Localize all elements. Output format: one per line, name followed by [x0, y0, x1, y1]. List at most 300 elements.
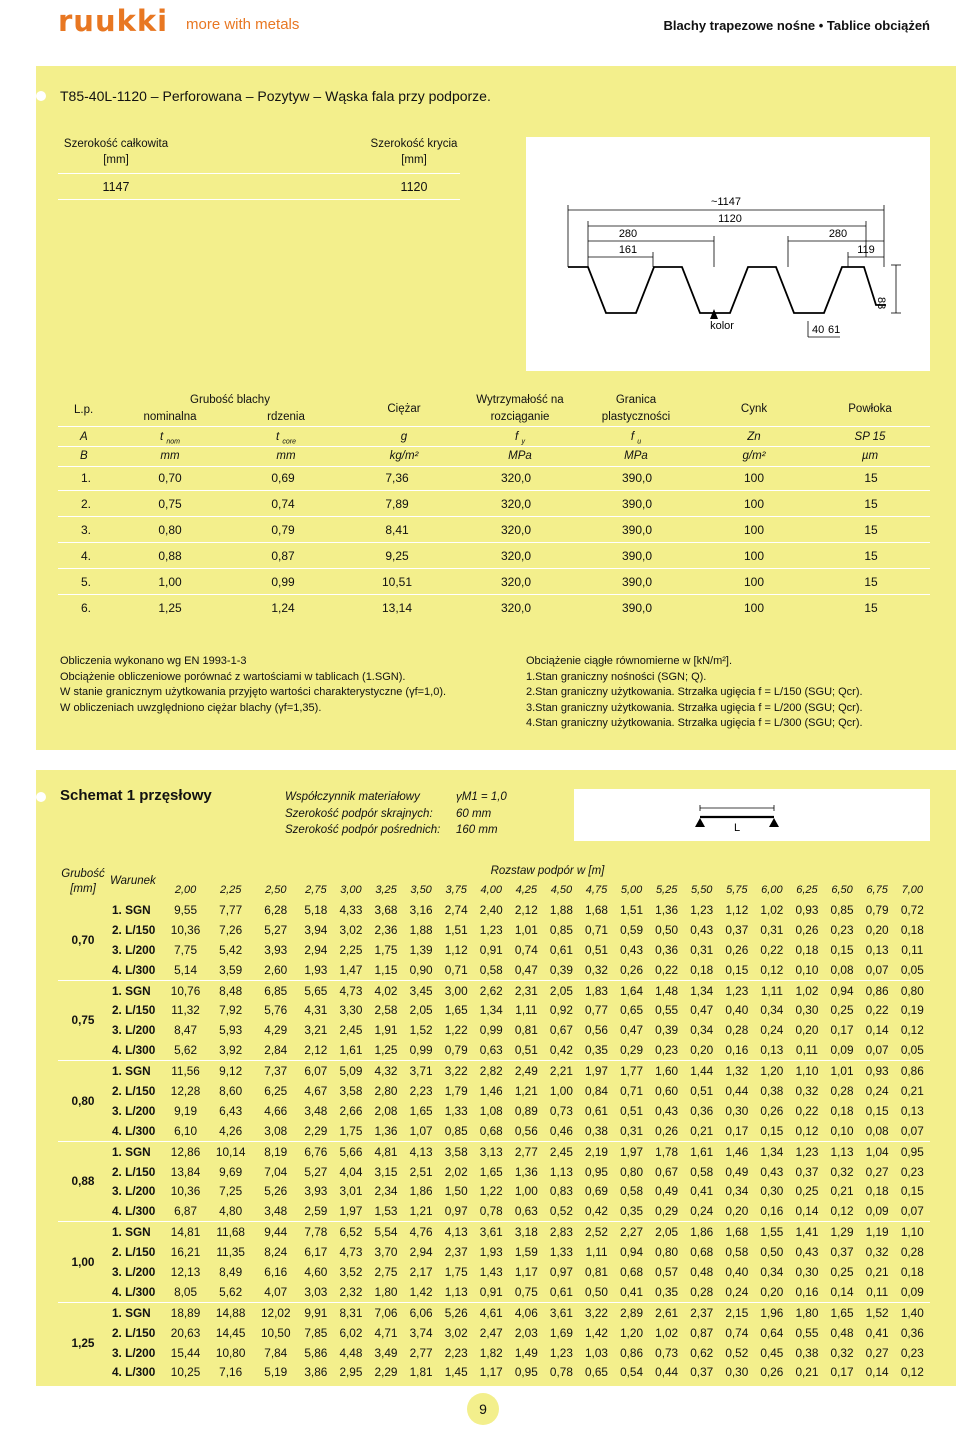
load-value: 6,16	[264, 1264, 288, 1279]
load-value: 6,07	[304, 1064, 328, 1079]
load-value: 2,61	[655, 1305, 679, 1320]
load-value: 0,21	[795, 1365, 819, 1380]
load-value: 0,40	[725, 1003, 749, 1018]
load-value: 0,60	[655, 1083, 679, 1098]
load-value: 2,94	[304, 942, 328, 957]
load-value: 6,28	[264, 902, 288, 917]
table-row	[58, 1201, 930, 1221]
property-cell: 0,80	[114, 517, 226, 543]
load-value: 10,36	[170, 922, 201, 937]
load-value: 0,55	[795, 1325, 819, 1340]
condition-cell: 2. L/150	[112, 1164, 156, 1179]
load-value: 0,90	[404, 960, 439, 980]
load-value: 4,80	[208, 1201, 253, 1221]
property-row	[58, 595, 930, 621]
load-value: 12,28	[170, 1083, 201, 1098]
load-value: 1,93	[479, 1245, 503, 1260]
load-value: 2,12	[514, 902, 538, 917]
load-value: 0,37	[830, 1245, 854, 1260]
sym-zn: Zn	[747, 431, 761, 443]
total-width-value: 1147	[102, 180, 130, 194]
property-row	[58, 491, 930, 517]
h-strength2: rozciąganie	[490, 411, 550, 423]
load-value: 0,30	[725, 1365, 749, 1380]
span-header: 3,50	[410, 884, 432, 896]
h-nominal: nominalna	[143, 411, 197, 423]
load-value: 10,80	[215, 1345, 246, 1360]
load-value: 0,31	[614, 1121, 649, 1141]
divider	[58, 446, 930, 447]
load-value: 8,31	[339, 1305, 363, 1320]
load-value: 1,39	[409, 942, 433, 957]
load-value: 0,16	[719, 1040, 754, 1060]
load-value: 5,76	[264, 1003, 288, 1018]
load-value: 0,51	[620, 1103, 644, 1118]
load-value: 5,62	[208, 1282, 253, 1302]
load-value: 0,07	[895, 1121, 930, 1141]
load-value: 0,12	[754, 960, 789, 980]
load-value: 0,14	[789, 1201, 824, 1221]
condition-cell: 1. SGN	[112, 902, 151, 917]
load-value: 1,46	[479, 1083, 503, 1098]
load-value: 1,02	[760, 902, 784, 917]
load-value: 2,51	[409, 1164, 433, 1179]
load-value: 1,01	[830, 1064, 854, 1079]
property-cell: 7,36	[340, 465, 454, 491]
condition-cell: 4. L/300	[112, 1365, 156, 1380]
span-header: 6,00	[761, 884, 783, 896]
load-value: 0,13	[900, 1103, 924, 1118]
load-value: 0,59	[620, 922, 644, 937]
load-value: 1,65	[830, 1305, 854, 1320]
load-value: 2,82	[479, 1064, 503, 1079]
load-value: 0,21	[900, 1083, 924, 1098]
load-value: 0,51	[585, 942, 608, 957]
table-row	[58, 1061, 930, 1081]
notes-left	[60, 654, 500, 716]
property-cell: 0,75	[114, 491, 226, 517]
load-value: 1,13	[830, 1144, 854, 1159]
span-header: 2,00	[174, 884, 197, 896]
load-value: 0,92	[549, 1003, 573, 1018]
load-value: 0,20	[719, 1201, 754, 1221]
load-value: 0,32	[830, 1345, 854, 1360]
h-spans: Rozstaw podpór w [m]	[490, 865, 605, 877]
load-value: 0,80	[900, 983, 924, 998]
condition-cell: 2. L/150	[112, 922, 156, 937]
load-value: 3,68	[374, 902, 398, 917]
load-value: 10,25	[170, 1365, 201, 1380]
load-value: 2,40	[479, 902, 503, 917]
load-value: 14,88	[215, 1305, 246, 1320]
load-value: 6,52	[339, 1225, 363, 1240]
span-header: 4,75	[585, 884, 608, 896]
load-value: 2,27	[620, 1225, 644, 1240]
unit-gm: g/m²	[742, 450, 766, 462]
load-value: 1,13	[439, 1282, 474, 1302]
page-number: 9	[467, 1393, 499, 1425]
load-value: 1,80	[368, 1282, 403, 1302]
load-value: 3,22	[585, 1305, 608, 1320]
load-value: 3,70	[374, 1245, 398, 1260]
brand-logo: ruukki	[58, 4, 169, 38]
load-value: 0,20	[754, 1282, 789, 1302]
load-value: 10,76	[170, 983, 201, 998]
load-value: 4,29	[264, 1023, 288, 1038]
load-value: 0,62	[690, 1345, 714, 1360]
load-value: 3,74	[409, 1325, 433, 1340]
load-value: 2,02	[444, 1164, 468, 1179]
property-cell: 15	[812, 491, 930, 517]
h-strength: Wytrzymałość na	[476, 394, 564, 406]
load-value: 1,17	[514, 1264, 538, 1279]
load-value: 0,85	[549, 922, 573, 937]
dim-pitch-right: 280	[828, 228, 848, 240]
load-value: 1,36	[514, 1164, 538, 1179]
load-value: 0,34	[760, 1264, 784, 1279]
load-value: 0,09	[860, 1201, 895, 1221]
load-value: 1,11	[515, 1003, 538, 1018]
condition-cell: 3. L/200	[112, 1184, 156, 1199]
load-value: 0,28	[725, 1023, 749, 1038]
load-value: 1,02	[795, 983, 819, 998]
section-title: Blachy trapezowe nośne • Tablice obciążeń	[663, 18, 930, 33]
note-line: Obliczenia wykonano wg EN 1993-1-3	[60, 655, 247, 667]
property-cell: 100	[696, 491, 812, 517]
load-value: 7,26	[219, 922, 243, 937]
load-value: 6,43	[219, 1103, 243, 1118]
load-value: 0,77	[585, 1003, 608, 1018]
load-value: 0,15	[865, 1103, 889, 1118]
load-value: 0,61	[544, 1282, 579, 1302]
load-value: 0,31	[760, 922, 784, 937]
load-value: 3,86	[304, 1365, 328, 1380]
load-value: 1,36	[368, 1121, 403, 1141]
span-header: 5,00	[620, 884, 643, 896]
property-row	[58, 517, 930, 543]
load-value: 0,85	[439, 1121, 474, 1141]
load-value: 3,15	[374, 1164, 398, 1179]
load-value: 0,21	[684, 1121, 719, 1141]
property-cell: 15	[812, 543, 930, 569]
load-value: 4,60	[304, 1264, 328, 1279]
load-value: 3,02	[444, 1325, 468, 1340]
brand-tagline: more with metals	[186, 16, 300, 33]
h-core: rdzenia	[267, 411, 305, 423]
load-value: 0,61	[585, 1103, 608, 1118]
load-value: 0,25	[830, 1003, 854, 1018]
load-value: 0,15	[900, 1184, 924, 1199]
sym-a: A	[80, 431, 88, 443]
load-value: 2,05	[549, 983, 573, 998]
load-value: 0,84	[585, 1083, 608, 1098]
load-value: 0,79	[865, 902, 889, 917]
load-value: 0,16	[789, 1282, 824, 1302]
condition-cell: 3. L/200	[112, 942, 156, 957]
load-value: 1,93	[298, 960, 333, 980]
load-value: 4,31	[304, 1003, 328, 1018]
load-value: 4,04	[339, 1164, 363, 1179]
load-value: 0,05	[895, 1040, 930, 1060]
load-value: 0,75	[509, 1282, 544, 1302]
table-row	[58, 1343, 930, 1363]
bullet-icon	[36, 91, 46, 101]
load-value: 0,51	[509, 1040, 544, 1060]
row-index: 3.	[58, 517, 114, 543]
load-value: 11,56	[171, 1064, 200, 1079]
load-value: 1,25	[368, 1040, 403, 1060]
property-cell: 1,00	[114, 569, 226, 595]
load-value: 0,46	[544, 1121, 579, 1141]
load-value: 2,80	[374, 1083, 398, 1098]
table-row	[58, 940, 930, 960]
load-value: 2,29	[374, 1365, 398, 1380]
load-value: 7,75	[174, 942, 198, 957]
load-value: 2,17	[409, 1264, 433, 1279]
load-value: 5,62	[163, 1040, 208, 1060]
load-value: 7,85	[304, 1325, 328, 1340]
load-value: 6,87	[163, 1201, 208, 1221]
load-value: 0,22	[760, 942, 784, 957]
load-value: 9,69	[219, 1164, 243, 1179]
load-value: 6,17	[304, 1245, 328, 1260]
load-value: 0,11	[901, 942, 924, 957]
load-value: 0,54	[620, 1365, 644, 1380]
property-cell: 390,0	[578, 465, 696, 491]
load-value: 2,23	[409, 1083, 433, 1098]
load-value: 2,84	[253, 1040, 298, 1060]
load-value: 0,23	[900, 1164, 924, 1179]
load-value: 0,95	[514, 1365, 538, 1380]
load-value: 0,49	[655, 1184, 679, 1199]
load-value: 1,82	[479, 1345, 503, 1360]
dim-61: 61	[828, 324, 841, 336]
load-value: 0,43	[655, 1103, 679, 1118]
span-header: 7,00	[901, 884, 924, 896]
property-cell: 0,88	[114, 543, 226, 569]
load-value: 0,80	[655, 1245, 679, 1260]
load-value: 0,67	[549, 1023, 573, 1038]
property-cell: 0,99	[226, 569, 340, 595]
condition-cell: 2. L/150	[112, 1325, 156, 1340]
h-coating: Powłoka	[848, 403, 892, 415]
load-value: 1,97	[333, 1201, 368, 1221]
load-value: 0,11	[860, 1282, 895, 1302]
load-value: 1,41	[795, 1225, 819, 1240]
condition-cell: 4. L/300	[108, 1040, 163, 1060]
table-row	[58, 1262, 930, 1282]
load-value: 1,64	[620, 983, 644, 998]
load-value: 3,61	[549, 1305, 573, 1320]
note-line: 3.Stan graniczny użytkowania. Strzałka ugięcia f = L/200 (SGU; Qcr).	[526, 701, 863, 714]
property-cell: 320,0	[500, 600, 532, 615]
load-value: 1,79	[444, 1083, 468, 1098]
load-value: 16,21	[170, 1245, 201, 1260]
load-value: 5,65	[304, 983, 328, 998]
load-value: 0,25	[795, 1184, 819, 1199]
span-label: L	[733, 822, 741, 834]
load-value: 2,94	[409, 1245, 433, 1260]
row-index: 1.	[58, 465, 114, 491]
load-value: 3,48	[253, 1201, 298, 1221]
load-value: 4,13	[444, 1225, 468, 1240]
load-value: 0,36	[900, 1325, 924, 1340]
load-value: 1,12	[444, 942, 468, 957]
load-value: 0,43	[760, 1164, 784, 1179]
load-value: 5,42	[219, 942, 243, 957]
load-value: 0,22	[865, 1003, 889, 1018]
load-value: 1,11	[585, 1245, 608, 1260]
load-value: 0,24	[684, 1201, 719, 1221]
load-value: 0,14	[825, 1282, 860, 1302]
load-value: 2,58	[374, 1003, 398, 1018]
load-value: 9,91	[304, 1305, 328, 1320]
load-value: 1,78	[655, 1144, 679, 1159]
span-header: 4,25	[515, 884, 538, 896]
load-value: 1,00	[514, 1184, 538, 1199]
load-value: 3,58	[444, 1144, 468, 1159]
load-value: 4,81	[374, 1144, 398, 1159]
load-value: 5,18	[304, 902, 328, 917]
note-line: W stanie granicznym użytkowania przyjęto wartości charakterystyczne (γf=1,0).	[60, 686, 447, 698]
load-value: 0,44	[655, 1365, 679, 1380]
load-value: 1,42	[585, 1325, 608, 1340]
load-value: 0,24	[760, 1023, 784, 1038]
load-value: 0,34	[725, 1184, 749, 1199]
load-value: 0,31	[690, 942, 714, 957]
load-value: 2,75	[374, 1264, 398, 1279]
load-value: 0,73	[549, 1103, 573, 1118]
load-value: 0,95	[585, 1164, 608, 1179]
scheme-title: Schemat 1 przęsłowy	[60, 787, 212, 804]
load-value: 1,61	[690, 1144, 714, 1159]
load-value: 4,76	[409, 1225, 433, 1240]
h-yield2: plastyczności	[601, 411, 671, 423]
load-value: 0,05	[895, 960, 930, 980]
load-value: 2,25	[339, 942, 363, 957]
condition-cell: 1. SGN	[112, 1225, 151, 1240]
load-value: 3,16	[409, 902, 433, 917]
span-diagram	[574, 789, 930, 841]
load-value: 0,89	[514, 1103, 538, 1118]
table-row	[58, 1000, 930, 1020]
load-value: 3,49	[374, 1345, 398, 1360]
load-value: 1,51	[444, 922, 468, 937]
dim-cover: 1120	[718, 213, 742, 225]
property-cell: 0,69	[226, 465, 340, 491]
load-value: 7,37	[264, 1064, 288, 1079]
table-row	[58, 1302, 930, 1322]
load-value: 0,37	[725, 922, 749, 937]
load-value: 0,78	[549, 1365, 573, 1380]
load-value: 5,86	[304, 1345, 328, 1360]
load-value: 2,77	[514, 1144, 538, 1159]
load-value: 0,07	[860, 960, 895, 980]
label-kolor: kolor	[710, 320, 734, 332]
load-value: 0,22	[649, 960, 684, 980]
load-value: 1,17	[479, 1365, 503, 1380]
load-value: 0,26	[760, 1365, 784, 1380]
load-value: 0,81	[585, 1264, 608, 1279]
load-value: 3,61	[479, 1225, 503, 1240]
condition-cell: 4. L/300	[108, 1282, 163, 1302]
load-value: 0,68	[474, 1121, 509, 1141]
load-value: 0,45	[760, 1345, 784, 1360]
load-value: 1,55	[760, 1225, 784, 1240]
table-row	[58, 1323, 930, 1343]
property-cell: 320,0	[454, 491, 578, 517]
load-value: 0,55	[655, 1003, 679, 1018]
load-value: 0,26	[795, 922, 819, 937]
load-value: 3,59	[208, 960, 253, 980]
load-value: 1,08	[479, 1103, 503, 1118]
load-value: 0,37	[795, 1164, 819, 1179]
load-value: 0,11	[789, 1040, 824, 1060]
load-value: 0,09	[895, 1282, 930, 1302]
unit-mm1: mm	[160, 450, 180, 462]
condition-cell: 1. SGN	[112, 983, 151, 998]
load-value: 0,13	[865, 942, 889, 957]
load-value: 1,45	[444, 1365, 468, 1380]
load-value: 12,13	[170, 1264, 201, 1279]
property-cell: 390,0	[621, 600, 653, 615]
load-value: 6,06	[409, 1305, 433, 1320]
load-value: 0,20	[865, 922, 889, 937]
load-value: 0,17	[830, 1365, 854, 1380]
load-value: 0,12	[789, 1121, 824, 1141]
dim-119: 119	[857, 244, 875, 256]
load-value: 6,10	[163, 1121, 208, 1141]
row-index: 2.	[58, 491, 114, 517]
property-cell: 390,0	[578, 517, 696, 543]
sym-tcore: t $_{core}$	[275, 431, 297, 446]
load-value: 11,32	[171, 1003, 200, 1018]
property-cell: 100	[696, 517, 812, 543]
span-header: 3,25	[375, 884, 397, 896]
table-row	[58, 960, 930, 980]
thickness-cell: 0,80	[58, 1061, 108, 1142]
divider	[58, 173, 460, 174]
load-value: 0,93	[795, 902, 819, 917]
load-value: 0,26	[649, 1121, 684, 1141]
load-value: 0,29	[649, 1201, 684, 1221]
span-header: 6,75	[866, 884, 888, 896]
load-value: 0,43	[795, 1245, 819, 1260]
load-value: 1,80	[795, 1305, 819, 1320]
load-value: 0,35	[579, 1040, 614, 1060]
load-value: 1,50	[444, 1184, 468, 1199]
load-value: 0,49	[725, 1164, 749, 1179]
load-value: 1,83	[585, 983, 608, 998]
dim-pitch-left: 280	[618, 228, 638, 240]
load-value: 0,32	[865, 1245, 889, 1260]
load-value: 7,06	[374, 1305, 398, 1320]
load-value: 0,38	[760, 1083, 784, 1098]
load-value: 6,85	[264, 983, 288, 998]
property-cell: 100	[696, 465, 812, 491]
load-value: 0,67	[655, 1164, 679, 1179]
load-value: 1,13	[549, 1164, 573, 1179]
row-index: 5.	[58, 569, 114, 595]
load-value: 1,29	[830, 1225, 854, 1240]
load-value: 4,32	[374, 1064, 398, 1079]
table-row	[58, 1121, 930, 1141]
load-value: 3,94	[304, 922, 328, 937]
load-value: 18,89	[170, 1305, 201, 1320]
condition-cell: 4. L/300	[108, 1121, 163, 1141]
load-value: 3,18	[514, 1225, 538, 1240]
thickness-cell: 0,75	[58, 980, 108, 1061]
